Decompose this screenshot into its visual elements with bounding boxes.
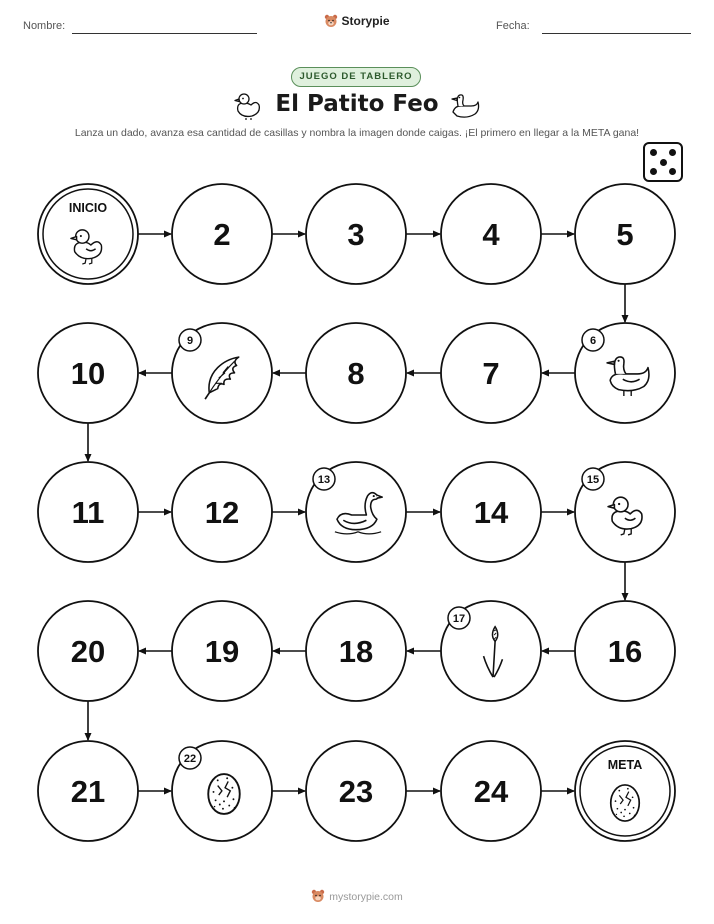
- board-space-18: [306, 601, 406, 701]
- board-space-2: [172, 184, 272, 284]
- space-number: 16: [607, 634, 643, 669]
- board-space-23: [306, 741, 406, 841]
- space-number: 24: [473, 774, 509, 809]
- space-number-badge: 17: [452, 613, 466, 625]
- space-number: 8: [347, 356, 365, 391]
- bear-icon: [311, 889, 325, 903]
- board-space-start: [38, 184, 138, 284]
- board-space-16: [575, 601, 675, 701]
- board-space-4: [441, 184, 541, 284]
- space-number: 18: [338, 634, 374, 669]
- board-space-9: [172, 323, 272, 423]
- space-number-badge: 9: [186, 335, 194, 347]
- start-label: INICIO: [68, 201, 108, 215]
- board-space-3: [306, 184, 406, 284]
- space-number-badge: 22: [183, 753, 197, 765]
- instructions: Lanza un dado, avanza esa cantidad de casillas y nombra la imagen donde caigas. ¡El primero en llegar a la META gana!: [74, 127, 640, 139]
- space-number: 7: [482, 356, 500, 391]
- board-space-17: [441, 601, 541, 701]
- egg-icon: [208, 774, 240, 814]
- page-title: El Patito Feo: [275, 91, 439, 117]
- space-number: 14: [473, 495, 509, 530]
- board-space-11: [38, 462, 138, 562]
- board-space-5: [575, 184, 675, 284]
- name-label: Nombre:: [23, 20, 66, 32]
- egg-icon: [611, 785, 640, 821]
- space-number: 3: [347, 217, 365, 252]
- space-number: 5: [616, 217, 634, 252]
- date-label: Fecha:: [496, 20, 530, 32]
- space-number: 2: [213, 217, 231, 252]
- board-space-24: [441, 741, 541, 841]
- space-number: 12: [204, 495, 240, 530]
- board-space-12: [172, 462, 272, 562]
- board-space-20: [38, 601, 138, 701]
- space-number: 19: [204, 634, 240, 669]
- space-number-badge: 15: [586, 474, 600, 486]
- goal-label: META: [607, 758, 643, 772]
- space-number-badge: 6: [589, 335, 597, 347]
- space-number: 4: [482, 217, 500, 252]
- board-space-goal: [575, 741, 675, 841]
- board-space-22: [172, 741, 272, 841]
- space-number: 20: [70, 634, 106, 669]
- board-space-15: [575, 462, 675, 562]
- footer-url[interactable]: mystorypie.com: [329, 891, 403, 903]
- space-number-badge: 13: [317, 474, 331, 486]
- space-number: 10: [70, 356, 106, 391]
- space-number: 21: [70, 774, 106, 809]
- board-space-14: [441, 462, 541, 562]
- board-space-7: [441, 323, 541, 423]
- game-type-badge: JUEGO DE TABLERO: [291, 67, 421, 87]
- board-space-19: [172, 601, 272, 701]
- board-space-8: [306, 323, 406, 423]
- board-space-6: [575, 323, 675, 423]
- board-space-21: [38, 741, 138, 841]
- board-space-10: [38, 323, 138, 423]
- brand-name: Storypie: [341, 14, 390, 28]
- board-space-13: [306, 462, 406, 562]
- footer-brand: [0, 889, 714, 903]
- space-number: 23: [338, 774, 374, 809]
- space-number: 11: [71, 495, 105, 530]
